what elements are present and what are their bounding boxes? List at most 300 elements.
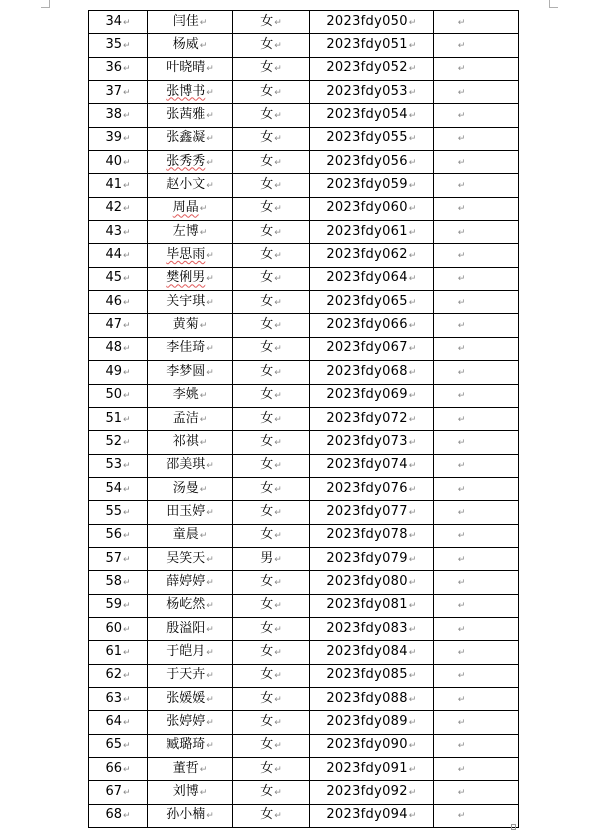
paragraph-mark-icon: ↵ <box>408 64 417 75</box>
gender-cell[interactable] <box>233 687 310 710</box>
student-name-cell[interactable] <box>148 34 233 57</box>
gender-cell[interactable] <box>233 477 310 500</box>
row-number-cell[interactable] <box>89 174 148 197</box>
note-cell[interactable] <box>434 267 519 290</box>
student-id-cell[interactable] <box>310 454 434 477</box>
student-name-cell[interactable] <box>148 361 233 384</box>
student-id-cell[interactable] <box>310 11 434 34</box>
table-row[interactable] <box>89 361 519 384</box>
gender-cell[interactable] <box>233 244 310 267</box>
paragraph-mark-icon: ↵ <box>274 647 282 658</box>
row-number-cell[interactable] <box>89 34 148 57</box>
table-row[interactable] <box>89 407 519 430</box>
student-name-cell[interactable] <box>148 11 233 34</box>
gender-cell[interactable] <box>233 221 310 244</box>
student-id-cell[interactable] <box>310 547 434 570</box>
row-number-cell[interactable] <box>89 571 148 594</box>
gender-cell[interactable] <box>233 501 310 524</box>
note-cell[interactable] <box>434 454 519 477</box>
paragraph-mark-icon: ↵ <box>408 204 417 215</box>
note-cell[interactable] <box>434 711 519 734</box>
table-row[interactable] <box>89 314 519 337</box>
student-id-cell[interactable] <box>310 431 434 454</box>
student-name-text: 祁祺 <box>172 433 199 449</box>
student-id-cell[interactable] <box>310 34 434 57</box>
paragraph-mark-icon: ↵ <box>457 507 466 518</box>
student-name-cell[interactable] <box>148 547 233 570</box>
student-id-text: 2023fdy077 <box>326 503 408 519</box>
student-id-cell[interactable] <box>310 267 434 290</box>
gender-cell[interactable] <box>233 571 310 594</box>
student-name-text: 黄菊 <box>172 317 199 333</box>
paragraph-mark-icon: ↵ <box>206 134 214 145</box>
student-name-cell[interactable] <box>148 664 233 687</box>
table-row[interactable] <box>89 617 519 640</box>
student-name-cell[interactable] <box>148 571 233 594</box>
row-number-cell[interactable] <box>89 431 148 454</box>
gender-text: 男 <box>260 550 274 566</box>
student-id-text: 2023fdy079 <box>326 550 408 566</box>
note-cell[interactable] <box>434 57 519 80</box>
gender-text: 女 <box>260 503 274 519</box>
table-row[interactable] <box>89 11 519 34</box>
table-row[interactable] <box>89 641 519 664</box>
row-number-cell[interactable] <box>89 617 148 640</box>
student-name-cell[interactable] <box>148 431 233 454</box>
note-cell[interactable] <box>434 664 519 687</box>
student-name-cell[interactable] <box>148 151 233 174</box>
paragraph-mark-icon: ↵ <box>408 251 417 262</box>
table-row[interactable] <box>89 547 519 570</box>
student-id-cell[interactable] <box>310 361 434 384</box>
row-number-cell[interactable] <box>89 57 148 80</box>
student-name-text: 臧璐琦 <box>166 737 206 753</box>
gender-cell[interactable] <box>233 384 310 407</box>
student-id-cell[interactable] <box>310 174 434 197</box>
paragraph-mark-icon: ↵ <box>206 507 214 518</box>
gender-text: 女 <box>260 620 274 636</box>
student-id-cell[interactable] <box>310 197 434 220</box>
row-number-cell[interactable] <box>89 127 148 150</box>
student-name-text: 孟洁 <box>172 410 199 426</box>
row-number-text: 59 <box>105 597 122 613</box>
row-number-text: 46 <box>105 293 122 309</box>
note-cell[interactable] <box>434 524 519 547</box>
gender-cell[interactable] <box>233 57 310 80</box>
student-name-cell[interactable] <box>148 104 233 127</box>
paragraph-mark-icon: ↵ <box>123 694 131 705</box>
table-row[interactable] <box>89 804 519 827</box>
student-name-text: 邵美琪 <box>166 457 206 473</box>
table-row[interactable] <box>89 291 519 314</box>
table-row[interactable] <box>89 664 519 687</box>
paragraph-mark-icon: ↵ <box>274 601 282 612</box>
table-row[interactable] <box>89 174 519 197</box>
gender-text: 女 <box>260 480 274 496</box>
gender-cell[interactable] <box>233 81 310 104</box>
paragraph-mark-icon: ↵ <box>457 437 466 448</box>
student-name-cell[interactable] <box>148 617 233 640</box>
paragraph-mark-icon: ↵ <box>123 601 131 612</box>
paragraph-mark-icon: ↵ <box>199 17 208 28</box>
paragraph-mark-icon: ↵ <box>206 274 214 285</box>
student-name-text: 张茜雅 <box>166 107 206 123</box>
student-id-text: 2023fdy074 <box>326 457 408 473</box>
student-id-cell[interactable] <box>310 244 434 267</box>
note-cell[interactable] <box>434 384 519 407</box>
student-name-cell[interactable] <box>148 174 233 197</box>
row-number-cell[interactable] <box>89 594 148 617</box>
row-number-cell[interactable] <box>89 361 148 384</box>
paragraph-mark-icon: ↵ <box>123 414 131 425</box>
gender-cell[interactable] <box>233 758 310 781</box>
table-row[interactable] <box>89 221 519 244</box>
paragraph-mark-icon: ↵ <box>274 87 282 98</box>
gender-text: 女 <box>260 200 274 216</box>
student-id-cell[interactable] <box>310 314 434 337</box>
row-number-cell[interactable] <box>89 734 148 757</box>
student-name-cell[interactable] <box>148 127 233 150</box>
note-cell[interactable] <box>434 174 519 197</box>
paragraph-mark-icon: ↵ <box>274 274 282 285</box>
row-number-cell[interactable] <box>89 337 148 360</box>
table-row[interactable] <box>89 524 519 547</box>
table-row[interactable] <box>89 687 519 710</box>
student-id-cell[interactable] <box>310 127 434 150</box>
note-cell[interactable] <box>434 734 519 757</box>
row-number-text: 41 <box>105 177 122 193</box>
table-row[interactable] <box>89 781 519 804</box>
student-id-cell[interactable] <box>310 758 434 781</box>
note-cell[interactable] <box>434 758 519 781</box>
note-cell[interactable] <box>434 11 519 34</box>
student-id-cell[interactable] <box>310 57 434 80</box>
gender-cell[interactable] <box>233 104 310 127</box>
note-cell[interactable] <box>434 314 519 337</box>
table-row[interactable] <box>89 431 519 454</box>
gender-text: 女 <box>260 807 274 823</box>
gender-cell[interactable] <box>233 337 310 360</box>
note-cell[interactable] <box>434 641 519 664</box>
paragraph-mark-icon: ↵ <box>274 507 282 518</box>
student-id-cell[interactable] <box>310 104 434 127</box>
paragraph-mark-icon: ↵ <box>408 344 417 355</box>
gender-cell[interactable] <box>233 641 310 664</box>
row-number-cell[interactable] <box>89 524 148 547</box>
table-row[interactable] <box>89 734 519 757</box>
gender-cell[interactable] <box>233 197 310 220</box>
table-row[interactable] <box>89 267 519 290</box>
table-row[interactable] <box>89 477 519 500</box>
paragraph-mark-icon: ↵ <box>123 484 131 495</box>
note-cell[interactable] <box>434 244 519 267</box>
row-number-cell[interactable] <box>89 711 148 734</box>
student-name-text: 刘博 <box>172 784 199 800</box>
note-cell[interactable] <box>434 501 519 524</box>
student-name-text: 赵小文 <box>166 177 206 193</box>
student-name-cell[interactable] <box>148 641 233 664</box>
student-id-text: 2023fdy054 <box>326 107 408 123</box>
row-number-text: 40 <box>105 153 122 169</box>
row-number-cell[interactable] <box>89 197 148 220</box>
row-number-cell[interactable] <box>89 547 148 570</box>
paragraph-mark-icon: ↵ <box>457 671 466 682</box>
paragraph-mark-icon: ↵ <box>206 461 214 472</box>
row-number-cell[interactable] <box>89 781 148 804</box>
paragraph-mark-icon: ↵ <box>123 764 131 775</box>
paragraph-mark-icon: ↵ <box>123 17 131 28</box>
row-number-cell[interactable] <box>89 151 148 174</box>
row-number-cell[interactable] <box>89 244 148 267</box>
student-name-cell[interactable] <box>148 337 233 360</box>
student-name-cell[interactable] <box>148 407 233 430</box>
row-number-cell[interactable] <box>89 314 148 337</box>
student-name-cell[interactable] <box>148 454 233 477</box>
note-cell[interactable] <box>434 361 519 384</box>
row-number-cell[interactable] <box>89 291 148 314</box>
table-row[interactable] <box>89 711 519 734</box>
gender-cell[interactable] <box>233 711 310 734</box>
student-name-cell[interactable] <box>148 384 233 407</box>
student-id-cell[interactable] <box>310 337 434 360</box>
row-number-cell[interactable] <box>89 804 148 827</box>
table-row[interactable] <box>89 384 519 407</box>
student-id-text: 2023fdy091 <box>326 760 408 776</box>
table-row[interactable] <box>89 151 519 174</box>
row-number-cell[interactable] <box>89 641 148 664</box>
table-row[interactable] <box>89 81 519 104</box>
student-id-cell[interactable] <box>310 804 434 827</box>
student-id-cell[interactable] <box>310 477 434 500</box>
row-number-text: 56 <box>105 527 122 543</box>
student-id-cell[interactable] <box>310 571 434 594</box>
gender-text: 女 <box>260 340 274 356</box>
student-name-text: 孙小楠 <box>166 807 206 823</box>
gender-cell[interactable] <box>233 594 310 617</box>
gender-text: 女 <box>260 363 274 379</box>
student-id-cell[interactable] <box>310 617 434 640</box>
note-cell[interactable] <box>434 477 519 500</box>
note-cell[interactable] <box>434 617 519 640</box>
student-id-text: 2023fdy064 <box>326 270 408 286</box>
paragraph-mark-icon: ↵ <box>123 111 131 122</box>
student-id-text: 2023fdy069 <box>326 387 408 403</box>
row-number-cell[interactable] <box>89 407 148 430</box>
student-name-cell[interactable] <box>148 758 233 781</box>
gender-cell[interactable] <box>233 454 310 477</box>
note-cell[interactable] <box>434 687 519 710</box>
student-name-cell[interactable] <box>148 804 233 827</box>
paragraph-mark-icon: ↵ <box>274 741 282 752</box>
table-row[interactable] <box>89 104 519 127</box>
student-id-cell[interactable] <box>310 687 434 710</box>
student-name-cell[interactable] <box>148 687 233 710</box>
table-row[interactable] <box>89 57 519 80</box>
table-row[interactable] <box>89 34 519 57</box>
note-cell[interactable] <box>434 781 519 804</box>
table-row[interactable] <box>89 758 519 781</box>
student-id-cell[interactable] <box>310 384 434 407</box>
student-name-cell[interactable] <box>148 81 233 104</box>
student-name-cell[interactable] <box>148 197 233 220</box>
gender-cell[interactable] <box>233 547 310 570</box>
table-row[interactable] <box>89 244 519 267</box>
student-id-cell[interactable] <box>310 781 434 804</box>
gender-cell[interactable] <box>233 617 310 640</box>
paragraph-mark-icon: ↵ <box>408 181 417 192</box>
paragraph-mark-icon: ↵ <box>457 694 466 705</box>
student-name-cell[interactable] <box>148 524 233 547</box>
note-cell[interactable] <box>434 571 519 594</box>
note-cell[interactable] <box>434 81 519 104</box>
paragraph-mark-icon: ↵ <box>123 531 131 542</box>
gender-cell[interactable] <box>233 127 310 150</box>
gender-cell[interactable] <box>233 804 310 827</box>
student-name-cell[interactable] <box>148 711 233 734</box>
row-number-text: 65 <box>105 737 122 753</box>
row-number-cell[interactable] <box>89 221 148 244</box>
student-id-cell[interactable] <box>310 221 434 244</box>
student-id-cell[interactable] <box>310 641 434 664</box>
student-id-text: 2023fdy083 <box>326 620 408 636</box>
paragraph-mark-icon: ↵ <box>199 321 208 332</box>
paragraph-mark-icon: ↵ <box>408 274 417 285</box>
paragraph-mark-icon: ↵ <box>123 461 131 472</box>
table-row[interactable] <box>89 197 519 220</box>
student-id-text: 2023fdy092 <box>326 784 408 800</box>
paragraph-mark-icon: ↵ <box>457 741 466 752</box>
note-cell[interactable] <box>434 547 519 570</box>
student-id-cell[interactable] <box>310 734 434 757</box>
paragraph-mark-icon: ↵ <box>408 788 417 799</box>
note-cell[interactable] <box>434 34 519 57</box>
note-cell[interactable] <box>434 431 519 454</box>
student-name-cell[interactable] <box>148 221 233 244</box>
paragraph-mark-icon: ↵ <box>408 624 417 635</box>
table-row[interactable] <box>89 127 519 150</box>
paragraph-mark-icon: ↵ <box>123 624 131 635</box>
gender-cell[interactable] <box>233 151 310 174</box>
gender-cell[interactable] <box>233 267 310 290</box>
paragraph-mark-icon: ↵ <box>123 367 131 378</box>
student-name-cell[interactable] <box>148 477 233 500</box>
row-number-text: 60 <box>105 620 122 636</box>
student-id-cell[interactable] <box>310 524 434 547</box>
student-name-cell[interactable] <box>148 57 233 80</box>
note-cell[interactable] <box>434 127 519 150</box>
table-row[interactable] <box>89 454 519 477</box>
student-id-cell[interactable] <box>310 81 434 104</box>
row-number-cell[interactable] <box>89 104 148 127</box>
paragraph-mark-icon: ↵ <box>274 17 282 28</box>
student-name-cell[interactable] <box>148 781 233 804</box>
note-cell[interactable] <box>434 407 519 430</box>
student-name-cell[interactable] <box>148 244 233 267</box>
student-id-text: 2023fdy053 <box>326 83 408 99</box>
gender-text: 女 <box>260 387 274 403</box>
row-number-text: 48 <box>105 340 122 356</box>
student-id-cell[interactable] <box>310 501 434 524</box>
student-name-cell[interactable] <box>148 291 233 314</box>
row-number-cell[interactable] <box>89 758 148 781</box>
row-number-cell[interactable] <box>89 384 148 407</box>
student-name-cell[interactable] <box>148 594 233 617</box>
gender-cell[interactable] <box>233 431 310 454</box>
note-cell[interactable] <box>434 104 519 127</box>
row-number-cell[interactable] <box>89 454 148 477</box>
table-row[interactable] <box>89 501 519 524</box>
gender-cell[interactable] <box>233 407 310 430</box>
note-cell[interactable] <box>434 594 519 617</box>
paragraph-mark-icon: ↵ <box>457 531 466 542</box>
student-id-text: 2023fdy065 <box>326 293 408 309</box>
paragraph-mark-icon: ↵ <box>206 601 214 612</box>
note-cell[interactable] <box>434 197 519 220</box>
row-number-cell[interactable] <box>89 11 148 34</box>
gender-cell[interactable] <box>233 361 310 384</box>
student-name-cell[interactable] <box>148 314 233 337</box>
paragraph-mark-icon: ↵ <box>408 507 417 518</box>
paragraph-mark-icon: ↵ <box>274 717 282 728</box>
paragraph-mark-icon: ↵ <box>408 437 417 448</box>
row-number-text: 67 <box>105 784 122 800</box>
student-id-cell[interactable] <box>310 711 434 734</box>
row-number-cell[interactable] <box>89 477 148 500</box>
table-row[interactable] <box>89 594 519 617</box>
gender-cell[interactable] <box>233 781 310 804</box>
gender-cell[interactable] <box>233 291 310 314</box>
table-row[interactable] <box>89 337 519 360</box>
student-id-cell[interactable] <box>310 151 434 174</box>
note-cell[interactable] <box>434 337 519 360</box>
student-name-cell[interactable] <box>148 734 233 757</box>
gender-cell[interactable] <box>233 11 310 34</box>
gender-cell[interactable] <box>233 174 310 197</box>
row-number-cell[interactable] <box>89 501 148 524</box>
student-name-text: 张秀秀 <box>166 153 206 169</box>
gender-cell[interactable] <box>233 664 310 687</box>
note-cell[interactable] <box>434 804 519 827</box>
student-name-cell[interactable] <box>148 501 233 524</box>
note-cell[interactable] <box>434 221 519 244</box>
gender-cell[interactable] <box>233 524 310 547</box>
student-name-text: 吴笑天 <box>166 550 206 566</box>
student-id-cell[interactable] <box>310 407 434 430</box>
row-number-cell[interactable] <box>89 267 148 290</box>
paragraph-mark-icon: ↵ <box>123 344 131 355</box>
student-id-cell[interactable] <box>310 664 434 687</box>
note-cell[interactable] <box>434 151 519 174</box>
paragraph-mark-icon: ↵ <box>206 87 214 98</box>
student-id-cell[interactable] <box>310 291 434 314</box>
table-row[interactable] <box>89 571 519 594</box>
student-name-cell[interactable] <box>148 267 233 290</box>
row-number-cell[interactable] <box>89 664 148 687</box>
gender-cell[interactable] <box>233 734 310 757</box>
row-number-cell[interactable] <box>89 687 148 710</box>
row-number-cell[interactable] <box>89 81 148 104</box>
paragraph-mark-icon: ↵ <box>457 321 466 332</box>
paragraph-mark-icon: ↵ <box>457 111 466 122</box>
paragraph-mark-icon: ↵ <box>408 134 417 145</box>
gender-cell[interactable] <box>233 314 310 337</box>
student-id-cell[interactable] <box>310 594 434 617</box>
note-cell[interactable] <box>434 291 519 314</box>
paragraph-mark-icon: ↵ <box>274 181 282 192</box>
gender-text: 女 <box>260 223 274 239</box>
gender-cell[interactable] <box>233 34 310 57</box>
student-id-text: 2023fdy084 <box>326 643 408 659</box>
